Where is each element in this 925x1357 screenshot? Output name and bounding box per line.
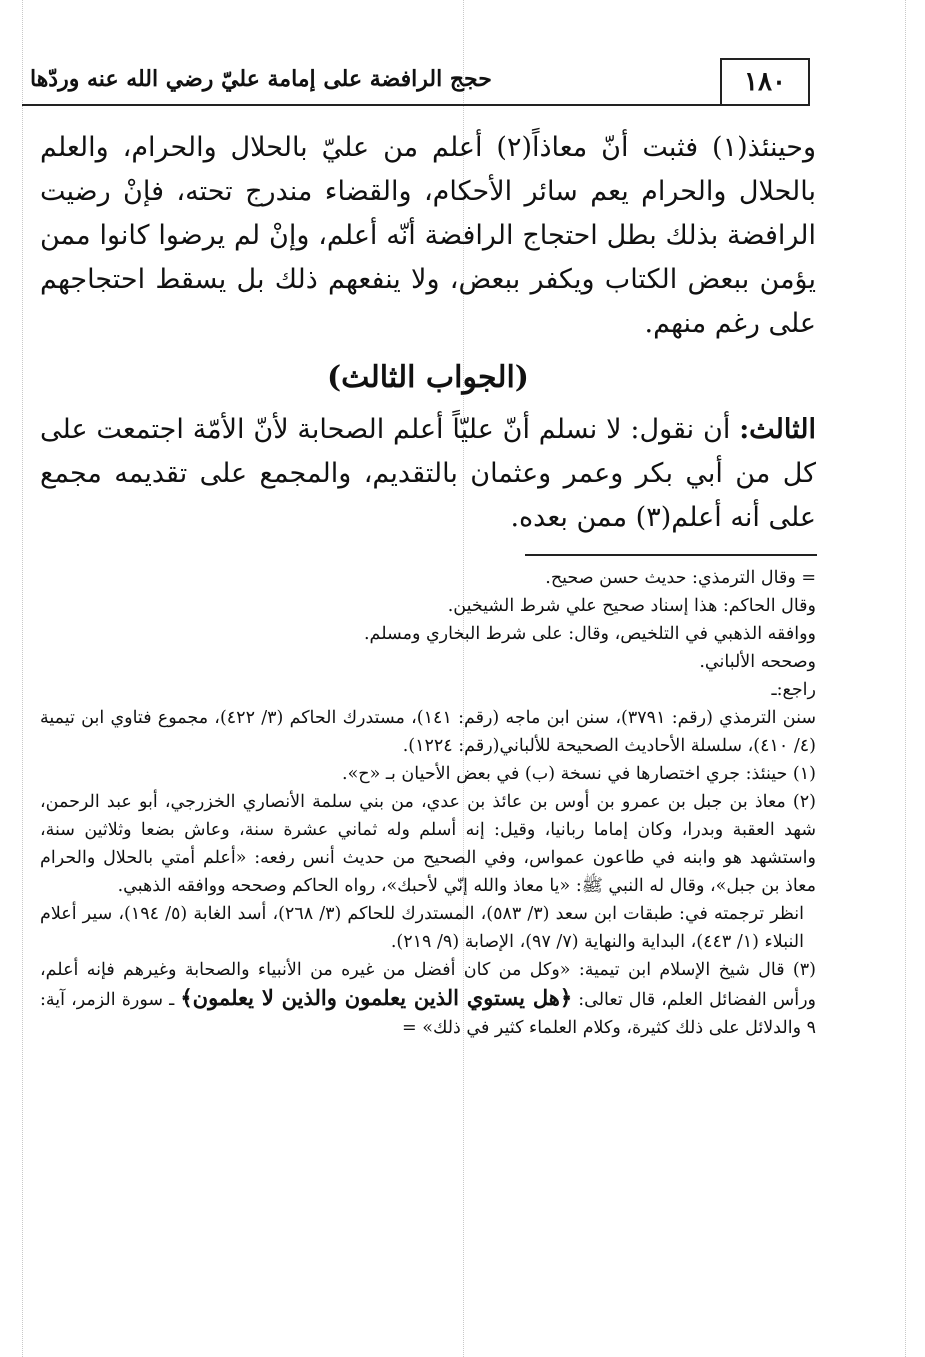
footnote-continuation-line: وقال الحاكم: هذا إسناد صحيح علي شرط الشيخين. (447, 596, 816, 616)
paragraph-text: أن نقول: لا نسلم أنّ عليّاً أعلم الصحابة لأنّ الأمّة اجتمعت على كل من أبي بكر وعمر وعثمان بالتقديم، والمجمع على تقديمه مجمع على أنه أعلم(٣) ممن بعده. (40, 414, 816, 533)
footnote-1: (١) حينئذ: جري اختصارها في نسخة (ب) في بعض الأحيان بـ «ح». (342, 764, 816, 784)
running-title: حجج الرافضة على إمامة عليّ رضي الله عنه وردّها (30, 66, 492, 92)
paragraph-lead: الثالث: (739, 414, 816, 445)
quran-verse: ﴿هل يستوي الذين يعلمون والذين لا يعلمون﴾ (180, 985, 573, 1010)
footnote-continuation-line: راجع:ـ (771, 680, 816, 700)
footnote-references: سنن الترمذي (رقم: ٣٧٩١)، سنن ابن ماجه (رقم: ١٤١)، مستدرك الحاكم (٣/ ٤٢٢)، مجموع فتاوي ابن تيمية (٤/ ٤١٠)، سلسلة الأحاديث الصحيحة للألباني(رقم: ١٢٢٤). (40, 708, 817, 756)
footnote-continuation-line: ووافقه الذهبي في التلخيص، وقال: على شرط البخاري ومسلم. (363, 624, 816, 644)
footnotes-section (40, 564, 816, 1042)
footnote-3-text: (٣) قال شيخ الإسلام ابن تيمية: «وكل من كان أفضل من غيره من الأنبياء والصحابة وغيرهم فإنه أعلم، ورأس الفضائل العلم، قال تعالى: (40, 960, 817, 1010)
footnote-2-references: انظر ترجمته في: طبقات ابن سعد (٣/ ٥٨٣)، المستدرك للحاكم (٣/ ٢٦٨)، أسد الغابة (٥/ ١٩٤)، سير أعلام النبلاء (١/ ٤٤٣)، البداية والنهاية (٧/ ٩٧)، الإصابة (٩/ ٢١٩). (40, 904, 804, 952)
footnote-continuation-line: = وقال الترمذي: حديث حسن صحيح. (545, 568, 816, 588)
body-paragraph-1: وحينئذ(١) فثبت أنّ معاذاً(٢) أعلم من عليّ بالحلال والحرام، والعلم بالحلال والحرام يعم سائر الأحكام، والقضاء مندرج تحته، فإنْ رضيت الرافضة بذلك بطل احتجاج الرافضة أنّه أعلم، وإنْ لم يرضوا كانوا ممن يؤمن ببعض الكتاب ويكفر ببعض، ولا ينفعهم ذلك بل يسقط احتجاجهم على رغم منهم. (40, 132, 816, 339)
page-header (22, 58, 810, 106)
scan-artifact-line (905, 0, 906, 1357)
footnote-2: (٢) معاذ بن جبل بن عمرو بن أوس بن عائذ بن عدي، من بني سلمة الأنصاري الخزرجي، أبو عبد الرحمن، شهد العقبة وبدرا، وكان إماما ربانيا، وقيل: إنه أسلم وله ثماني عشرة سنة، وعاش بضعا وثلاثين سنة، واستشهد هو وابنه في طاعون عمواس، وفي الصحيح من حديث أنس رفعه: «أعلم أمتي بالحلال والحرام معاذ بن جبل»، وقال له النبي ﷺ: «يا معاذ والله إنّي لأحبك»، رواه الحاكم وصححه ووافقه الذهبي. (40, 792, 816, 896)
footnote-separator (525, 554, 817, 556)
page-number: ١٨٠ (720, 58, 810, 104)
footnote-3 (40, 956, 816, 1042)
scan-artifact-line (22, 0, 23, 1357)
body-paragraph-2 (40, 408, 816, 540)
footnote-continuation-line: وصححه الألباني. (699, 652, 816, 672)
section-heading: (الجواب الثالث) (326, 360, 530, 395)
footnote-3-text-end: ـ سورة الزمر، آية: ٩ والدلائل على ذلك كثيرة، وكلام العلماء كثير في ذلك» = (40, 990, 816, 1038)
